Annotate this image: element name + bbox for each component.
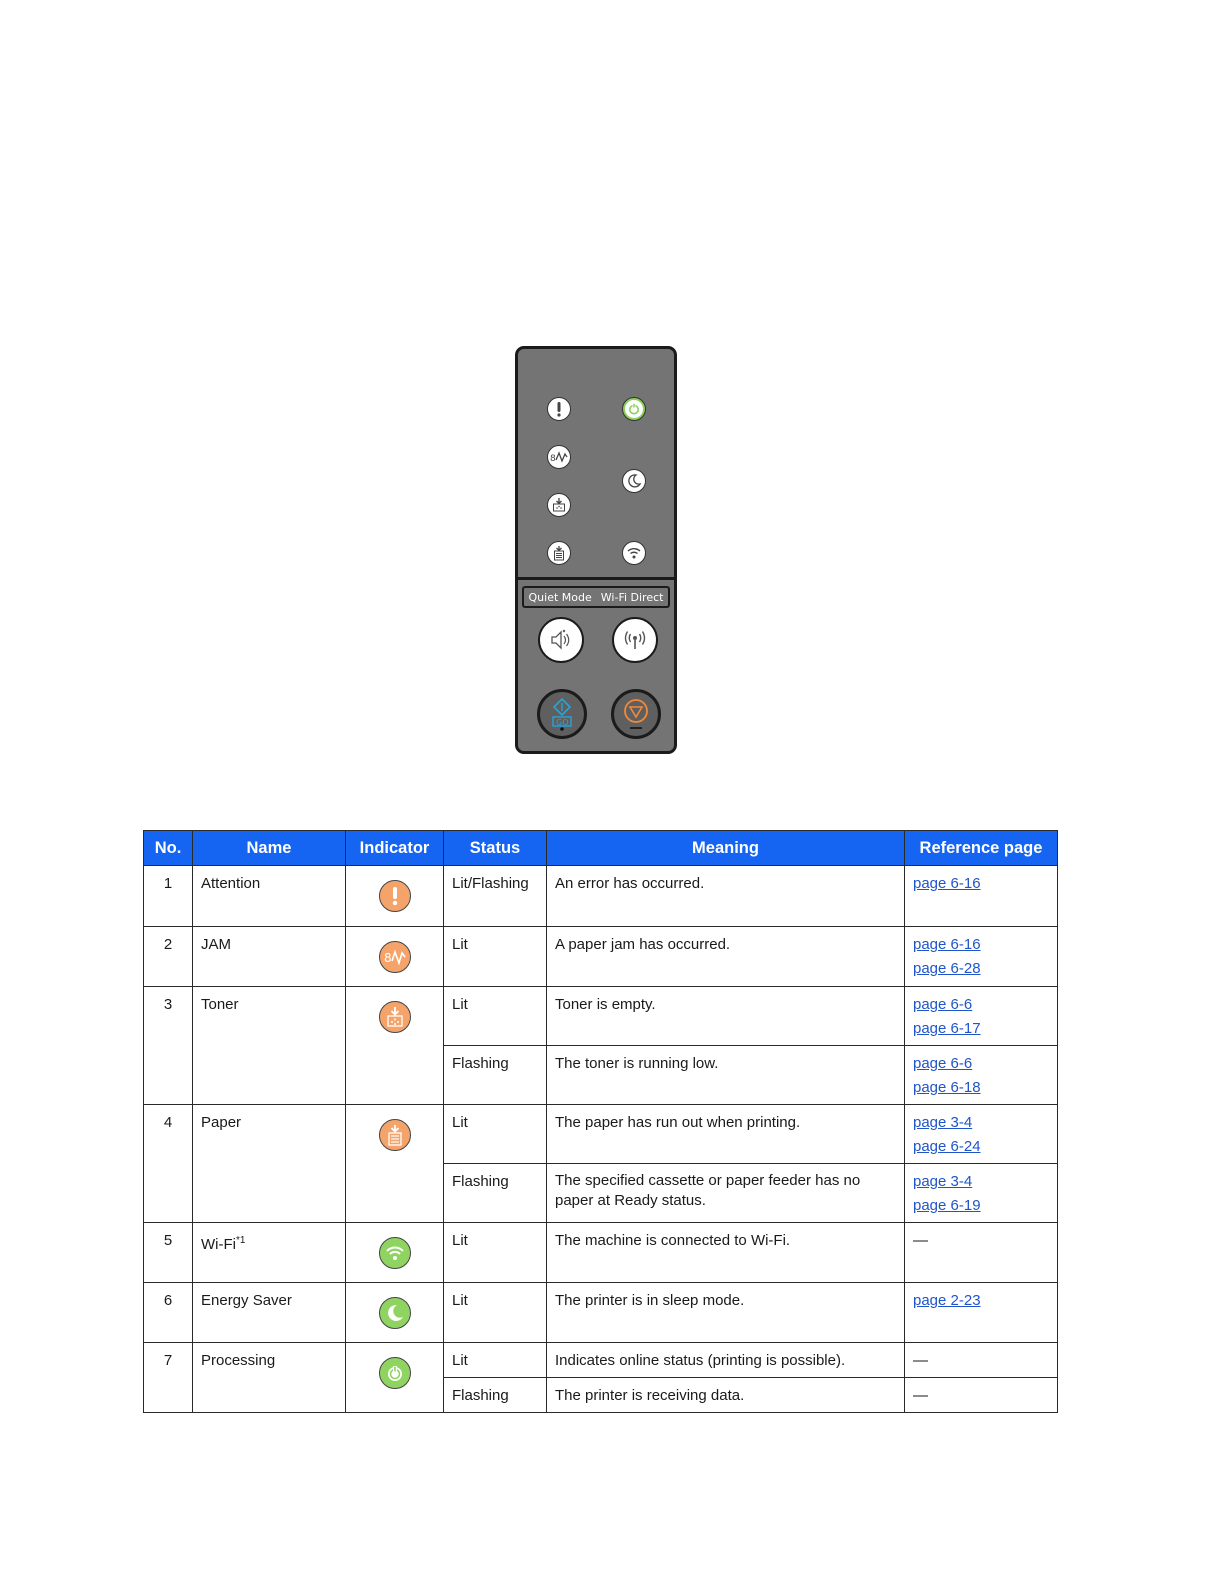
go-button[interactable] — [537, 689, 587, 739]
reference-link[interactable]: page 3-4 — [913, 1173, 973, 1190]
row-reference — [905, 1283, 1058, 1343]
energy-saver-led-icon — [622, 469, 646, 493]
row-meaning: Toner is empty. — [547, 987, 905, 1046]
reference-link[interactable]: page 6-28 — [913, 960, 981, 977]
row-no: 3 — [144, 987, 193, 1105]
row-status: Lit — [444, 1105, 547, 1164]
stop-icon — [621, 697, 651, 731]
svg-text:8: 8 — [383, 951, 392, 965]
paper-icon — [379, 1119, 411, 1151]
row-status: Lit — [444, 1223, 547, 1283]
jam-icon — [379, 941, 411, 973]
reference-link[interactable]: page 6-19 — [913, 1197, 981, 1214]
toner-led-icon — [547, 493, 571, 517]
row-status: Flashing — [444, 1046, 547, 1105]
row-reference — [905, 1164, 1058, 1223]
reference-link[interactable]: page 6-6 — [913, 996, 973, 1013]
header-meaning: Meaning — [547, 831, 905, 866]
attention-icon — [379, 880, 411, 912]
paper-led-icon — [547, 541, 571, 565]
row-indicator — [346, 1343, 444, 1413]
reference-link[interactable]: page 6-17 — [913, 1020, 981, 1037]
header-name: Name — [193, 831, 346, 866]
header-reference: Reference page — [905, 831, 1058, 866]
row-status: Flashing — [444, 1164, 547, 1223]
row-reference — [905, 927, 1058, 987]
header-no: No. — [144, 831, 193, 866]
row-no: 4 — [144, 1105, 193, 1223]
row-meaning: An error has occurred. — [547, 866, 905, 927]
reference-link[interactable]: page 6-18 — [913, 1079, 981, 1096]
table-row — [144, 927, 1058, 987]
row-meaning: The machine is connected to Wi-Fi. — [547, 1223, 905, 1283]
reference-link[interactable]: page 2-23 — [913, 1292, 981, 1309]
row-status: Flashing — [444, 1378, 547, 1413]
row-status: Lit — [444, 987, 547, 1046]
row-meaning: A paper jam has occurred. — [547, 927, 905, 987]
row-no: 5 — [144, 1223, 193, 1283]
svg-text:GO: GO — [556, 718, 569, 727]
reference-link[interactable]: page 6-6 — [913, 1055, 973, 1072]
row-no: 6 — [144, 1283, 193, 1343]
row-meaning: The specified cassette or paper feeder has no paper at Ready status. — [547, 1164, 905, 1223]
footnote-marker: *1 — [235, 1235, 246, 1246]
quiet-mode-label: Quiet Mode — [528, 590, 592, 604]
header-status: Status — [444, 831, 547, 866]
reference-link[interactable]: page 6-24 — [913, 1138, 981, 1155]
row-name: Processing — [193, 1343, 346, 1413]
row-meaning: The printer is in sleep mode. — [547, 1283, 905, 1343]
row-name: Energy Saver — [193, 1283, 346, 1343]
wifi-icon — [379, 1237, 411, 1269]
wifi-direct-label: Wi-Fi Direct — [600, 590, 664, 604]
table-row — [144, 1223, 1058, 1283]
table-row — [144, 1105, 1058, 1164]
processing-icon — [379, 1357, 411, 1389]
row-indicator — [346, 927, 444, 987]
indicator-table — [143, 830, 1058, 1413]
row-name: Attention — [193, 866, 346, 927]
svg-text:8: 8 — [550, 454, 556, 464]
row-name: JAM — [193, 927, 346, 987]
table-row — [144, 1283, 1058, 1343]
row-reference — [905, 1046, 1058, 1105]
row-meaning: The printer is receiving data. — [547, 1378, 905, 1413]
reference-link[interactable]: page 6-16 — [913, 875, 981, 892]
table-row — [144, 1343, 1058, 1378]
wifi-direct-button[interactable] — [612, 617, 658, 663]
row-name: Toner — [193, 987, 346, 1105]
header-indicator: Indicator — [346, 831, 444, 866]
row-status: Lit — [444, 1283, 547, 1343]
table-row — [144, 987, 1058, 1046]
row-reference — [905, 1105, 1058, 1164]
row-no: 1 — [144, 866, 193, 927]
row-no: 2 — [144, 927, 193, 987]
quiet-mode-icon — [548, 627, 574, 653]
row-meaning: The toner is running low. — [547, 1046, 905, 1105]
row-indicator — [346, 866, 444, 927]
row-status: Lit — [444, 1343, 547, 1378]
row-reference: — — [905, 1223, 1058, 1283]
quiet-mode-button[interactable] — [538, 617, 584, 663]
wifi-led-icon — [622, 541, 646, 565]
row-name: Paper — [193, 1105, 346, 1223]
row-reference: — — [905, 1378, 1058, 1413]
row-meaning: The paper has run out when printing. — [547, 1105, 905, 1164]
row-meaning: Indicates online status (printing is possible). — [547, 1343, 905, 1378]
row-reference — [905, 987, 1058, 1046]
go-icon — [547, 697, 577, 731]
row-indicator — [346, 1283, 444, 1343]
row-name — [193, 1223, 346, 1283]
row-reference — [905, 866, 1058, 927]
row-indicator — [346, 1223, 444, 1283]
reference-link[interactable]: page 3-4 — [913, 1114, 973, 1131]
wifi-direct-icon — [621, 627, 649, 653]
jam-led-icon — [547, 445, 571, 469]
stop-button[interactable] — [611, 689, 661, 739]
toner-icon — [379, 1001, 411, 1033]
row-name-text: Wi-Fi — [201, 1236, 236, 1253]
table-row — [144, 866, 1058, 927]
operation-panel — [515, 346, 677, 754]
button-label-strip — [522, 586, 670, 608]
table-header-row — [144, 831, 1058, 866]
row-reference: — — [905, 1343, 1058, 1378]
processing-led-icon — [622, 397, 646, 421]
row-status: Lit — [444, 927, 547, 987]
energy-saver-icon — [379, 1297, 411, 1329]
row-indicator — [346, 987, 444, 1105]
row-no: 7 — [144, 1343, 193, 1413]
row-status: Lit/Flashing — [444, 866, 547, 927]
panel-divider — [518, 577, 674, 580]
attention-led-icon — [547, 397, 571, 421]
row-indicator — [346, 1105, 444, 1223]
reference-link[interactable]: page 6-16 — [913, 936, 981, 953]
